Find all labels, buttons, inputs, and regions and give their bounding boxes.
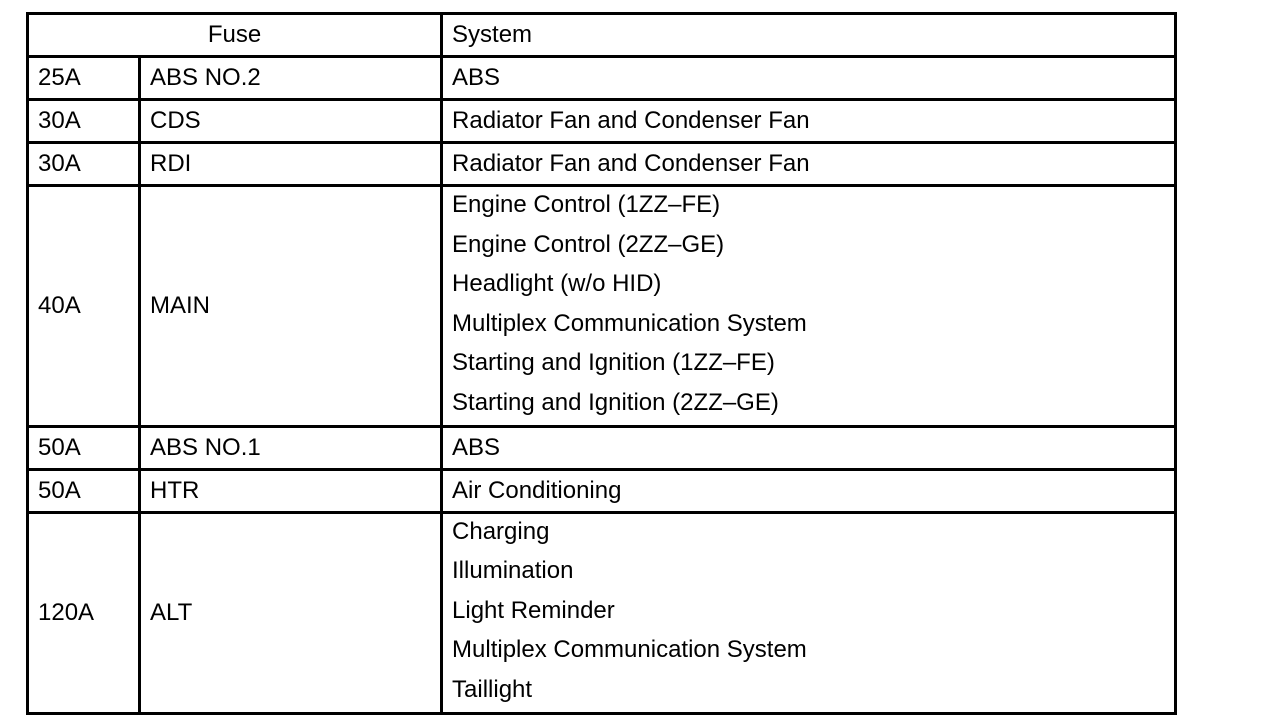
fuse-amperage: 30A: [28, 100, 140, 143]
fuse-amperage: 50A: [28, 426, 140, 469]
fuse-name: RDI: [140, 143, 442, 186]
system-item: Taillight: [452, 675, 533, 703]
fuse-name: HTR: [140, 469, 442, 512]
table-row: [28, 143, 1176, 186]
system-item: Starting and Ignition (2ZZ–GE): [452, 388, 779, 416]
table-row: [28, 469, 1176, 512]
table-row: [28, 426, 1176, 469]
system-cell: [442, 512, 1176, 713]
table-row: [28, 100, 1176, 143]
system-item: Engine Control (2ZZ–GE): [452, 230, 725, 258]
system-item: Multiplex Communication System: [452, 309, 807, 337]
system-item: Engine Control (1ZZ–FE): [452, 191, 721, 218]
fuse-amperage: 50A: [28, 469, 140, 512]
fuse-column-header: Fuse: [28, 14, 442, 57]
system-column-header: System: [442, 14, 1176, 57]
system-cell: [442, 186, 1176, 427]
fuse-amperage: 25A: [28, 57, 140, 100]
table-row: [28, 512, 1176, 713]
table-header-row: [28, 14, 1176, 57]
fuse-name: ABS NO.1: [140, 426, 442, 469]
fuse-amperage: 40A: [28, 186, 140, 427]
system-item: Multiplex Communication System: [452, 636, 807, 664]
table-row: [28, 57, 1176, 100]
system-cell: Air Conditioning: [442, 469, 1176, 512]
system-cell: Radiator Fan and Condenser Fan: [442, 143, 1176, 186]
table-row: [28, 186, 1176, 427]
fuse-name: CDS: [140, 100, 442, 143]
fuse-table: [26, 12, 1177, 715]
system-item: Starting and Ignition (1ZZ–FE): [452, 349, 775, 377]
system-item: Light Reminder: [452, 596, 615, 624]
fuse-name: MAIN: [140, 186, 442, 427]
system-item: Illumination: [452, 557, 574, 585]
system-cell: ABS: [442, 57, 1176, 100]
system-cell: ABS: [442, 426, 1176, 469]
fuse-amperage: 30A: [28, 143, 140, 186]
table-body: [28, 57, 1176, 714]
system-item: Charging: [452, 517, 550, 545]
system-item: Headlight (w/o HID): [452, 270, 662, 298]
fuse-name: ALT: [140, 512, 442, 713]
fuse-name: ABS NO.2: [140, 57, 442, 100]
system-cell: Radiator Fan and Condenser Fan: [442, 100, 1176, 143]
fuse-amperage: 120A: [28, 512, 140, 713]
